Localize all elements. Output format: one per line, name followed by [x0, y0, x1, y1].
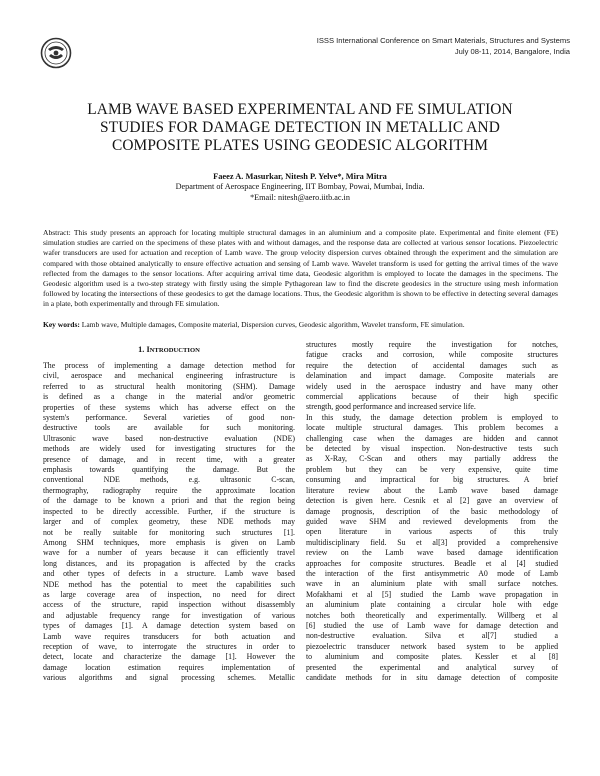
column-1-line: Ultrasonic wave based non-destructive evaluation (NDE) [43, 433, 295, 443]
column-1-line: The process of implementing a damage detection method for [43, 361, 295, 370]
column-2-line: to aluminium and composite plates. Kessler et al [8] [306, 652, 558, 662]
column-2-line: widely used in the aerospace industry and have many other [306, 381, 558, 391]
column-2-line: wave in an aluminium plate with small surface notches. [306, 579, 558, 589]
column-1-line: destructive tools are available for such monitoring. [43, 423, 295, 433]
column-1-line: long distances, and its propagation is affected by the cracks [43, 558, 295, 568]
abstract [43, 228, 558, 310]
column-2-line: as X-Ray, C-Scan and others may partially address the [306, 454, 558, 464]
column-2-line: problem but they can be very expensive, quite time [306, 464, 558, 474]
column-1-line: civil, aerospace and mechanical engineering infrastructure is [43, 371, 295, 381]
body-column-1 [43, 361, 295, 684]
column-2-line: literature review about the Lamb wave based damage [306, 485, 558, 495]
column-1-line: inspected to be directly accessible. Further, if the structure is [43, 506, 295, 516]
column-2-line: approaches for composite structures. Beadle et al [4] studied [306, 558, 558, 568]
column-1-line: thermography, radiography require the approximate location [43, 485, 295, 495]
keywords-text: Lamb wave, Multiple damages, Composite material, Dispersion curves, Geodesic algorithm, Wavelet transform, FE simulation. [81, 320, 465, 329]
column-2-line: non-destructive evaluation. Silva et al[7] studied a [306, 631, 558, 641]
column-2-line: notches both theoretically and experimentally. Willberg et al [306, 610, 558, 620]
column-1-line: not be really suitable for monitoring such structures [1]. [43, 527, 295, 537]
column-1-line: Among SHM techniques, more emphasis is given on Lamb [43, 537, 295, 547]
column-1-line: referred to as structural health monitoring (SHM). Damage [43, 381, 295, 391]
section-title-rest: NTRODUCTION [149, 347, 200, 354]
column-1-line: access of the structure, rapid inspection without disassembly [43, 600, 295, 610]
column-2-line: damage prognosis, description of the basic methodology of [306, 506, 558, 516]
column-2-line: the interaction of the first antisymmetric A0 mode of Lamb [306, 568, 558, 578]
column-1-line: as large coverage area of inspection, no need for direct [43, 589, 295, 599]
column-2-line: an aluminium plate containing a circular hole with edge [306, 600, 558, 610]
keywords [43, 320, 563, 330]
email: *Email: nitesh@aero.iitb.ac.in [250, 193, 350, 202]
paper-title-line-3: COMPOSITE PLATES USING GEODESIC ALGORITHM [111, 137, 489, 154]
paper-title-line-2: STUDIES FOR DAMAGE DETECTION IN METALLIC AND [100, 119, 500, 136]
column-2-line: [6] studied the use of Lamb wave for damage detection and [306, 620, 558, 630]
column-1-line: system's performance. Several varieties of good non- [43, 413, 295, 423]
column-1-line: larger and of complex geometry, these NDE methods may [43, 517, 295, 527]
column-1-line: damage location estimation requires implementation of [43, 662, 295, 672]
column-2-line: presented the experimental and analytical survey of [306, 662, 558, 672]
column-1-line: wave for a number of years because it can efficiently travel [43, 548, 295, 558]
column-2-line: In this study, the damage detection problem is employed to [306, 412, 558, 422]
authors: Faeez A. Masurkar, Nitesh P. Yelve*, Mira Mitra [213, 172, 387, 181]
column-1-line: properties of these systems which has adverse effect on the [43, 402, 295, 412]
conference-header [317, 36, 570, 57]
conference-line-1: ISSS International Conference on Smart Materials, Structures and Systems [316, 36, 570, 45]
section-number: 1. [138, 345, 145, 354]
column-1-line: of the damage to be known a priori and that the region being [43, 496, 295, 506]
column-1-line: NDE method has the potential to meet the capabilities such [43, 579, 295, 589]
column-2-line: review on the Lamb wave based damage identification [306, 548, 558, 558]
column-2-line: fatigue cracks and corrosion, while composite structures [306, 350, 558, 360]
column-2-line: guided wave SHM and reviewed developments from the [306, 516, 558, 526]
column-1-line: and other types of defects in a structure. Lamb wave based [43, 569, 295, 579]
column-2-line: challenging case when the damages are hidden and cannot [306, 433, 558, 443]
column-1-line: presence of damage, and in recent time, with a greater [43, 454, 295, 464]
body-column-2 [306, 340, 558, 683]
column-2-line: structures mostly require the investigation for notches, [306, 340, 558, 349]
column-1-line: Lamb wave requires transducers for both actuation and [43, 631, 295, 641]
column-2-line: require the detection of accidental damages such as [306, 360, 558, 370]
paper-title-line-1: LAMB WAVE BASED EXPERIMENTAL AND FE SIMULATION [87, 101, 513, 118]
abstract-label: Abstract: [43, 228, 74, 237]
keywords-label: Key words: [43, 320, 82, 329]
column-1-line: and adjustable frequency range for investigation of various [43, 610, 295, 620]
conference-logo-icon [40, 37, 72, 69]
column-2-line: strength, good performance and increased service life. [306, 402, 476, 412]
column-2-line: commercial applications because of their high specific [306, 392, 558, 402]
column-2-line: piezoelectric transducer network based system to be applied [306, 641, 558, 651]
column-1-line: various algorithms and signal processing schemes. Metallic [43, 673, 295, 683]
column-1-line: conventional NDE methods, e.g. ultrasonic C-scan, [43, 475, 295, 485]
column-2-line: consuming and impractical for big structures. A brief [306, 475, 558, 485]
column-2-line: Mofakhami et al [5] studied the Lamb wave propagation in [306, 589, 558, 599]
conference-line-2: July 08-11, 2014, Bangalore, India [454, 46, 570, 56]
column-1-line: methods are widely used for investigating structures for the [43, 444, 295, 454]
affiliation: Department of Aerospace Engineering, IIT Bombay, Powai, Mumbai, India. [175, 182, 425, 191]
column-1-line: detect, locate and characterize the damage [1]. However the [43, 652, 295, 662]
column-2-line: detection is given here. Cesnik et al [2] gave an overview of [306, 496, 558, 506]
column-1-line: emphasis towards quantifying the damage. But the [43, 465, 295, 475]
column-2-line: be detected by visual inspection. Non-destructive tests such [306, 444, 558, 454]
column-1-line: reception of wave, to interrogate the structures in order to [43, 641, 295, 651]
column-2-line: open literature in various aspects of this truly [306, 527, 558, 537]
column-1-line: is defined as a change in the material and/or geometric [43, 392, 295, 402]
column-1-line: types of damages [1]. A damage detection system based on [43, 621, 295, 631]
section-title-initial: I [146, 345, 150, 354]
abstract-text: This study presents an approach for locating multiple structural damages in an aluminium and a composite plate. Experimental and finite element (FE) simulation studies are carried on the specimens of these plates with and without damages, and the response data are collected at various sensor locations. Piezoelectric wafer transducers are used for actuation and reception of Lamb wave. The group velocity dispersion curves obtained through the experiment and the simulation are compared with those obtained analytically to ensure effective actuation and sensing of Lamb wave. Wavelet transform is used for getting the arrival times of the wave reflected from the damages to the sensor locations. After acquiring arrival time data, Geodesic algorithm is employed to locate the damages in the specimens. The Geodesic algorithm used is a two-step strategy with firstly using the simple Pythagorean law to find the discrete geodesics in the structure using mesh information followed by locating the intersections of these geodesics to get the damage locations. Thus, the Geodesic algorithm is shown to be effective in detecting several damages in a plate, both experimentally and through FE simulation. [43, 228, 559, 309]
column-2-line: multidisciplinary field. Su et al[3] provided a comprehensive [306, 537, 558, 547]
column-2-line: candidate methods for in situ damage detection of composite [306, 673, 558, 682]
section-heading [43, 345, 295, 354]
column-2-line: locate multiple structural damages. This problem becomes a [306, 423, 558, 433]
column-2-line: delamination and impact damage. Composite materials are [306, 371, 558, 381]
